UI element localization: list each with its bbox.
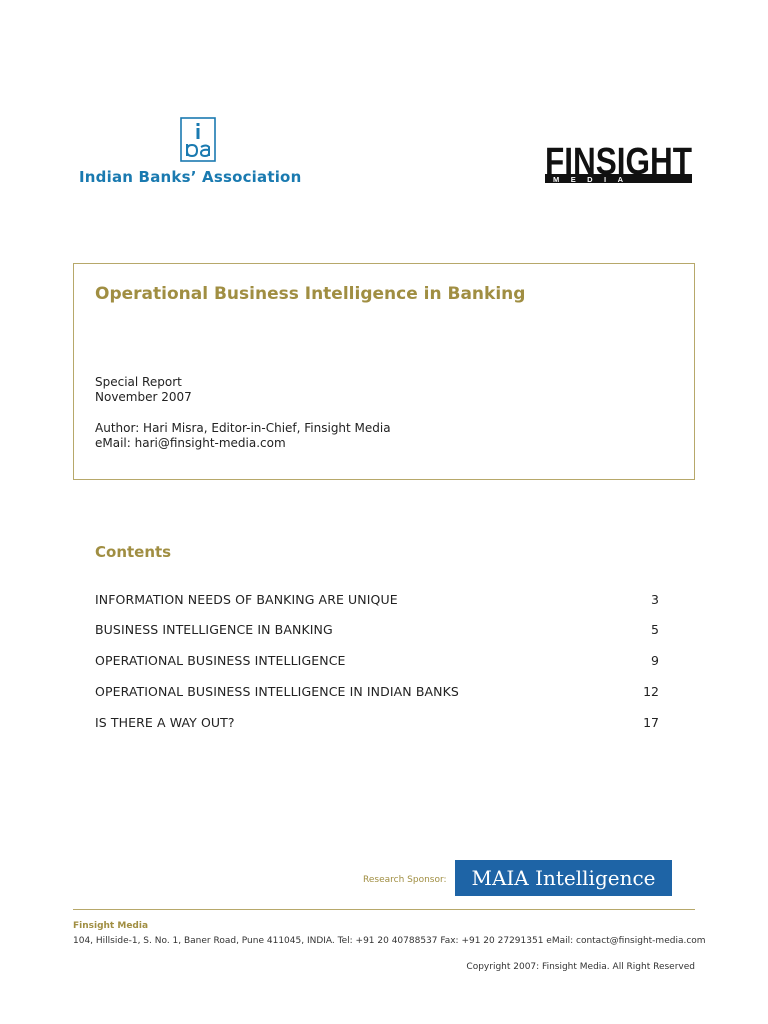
svg-text:MEDIA: MEDIA: [553, 175, 623, 183]
report-title: Operational Business Intelligence in Banking: [95, 284, 526, 304]
iba-name: Indian Banks’ Association: [79, 168, 302, 186]
report-email: eMail: hari@finsight-media.com: [95, 436, 286, 450]
footer-address: 104, Hillside-1, S. No. 1, Baner Road, Pune 411045, INDIA. Tel: +91 20 40788537 Fax: +91 20 27291351 eMail: contact@finsight-media.com: [73, 936, 706, 946]
footer-divider: [73, 909, 695, 910]
toc-item-title: IS THERE A WAY OUT?: [95, 715, 235, 730]
toc-item-page: 17: [643, 715, 659, 730]
toc-item[interactable]: [95, 684, 659, 702]
report-author: Author: Hari Misra, Editor-in-Chief, Finsight Media: [95, 421, 391, 435]
toc-item[interactable]: [95, 715, 659, 733]
toc-item[interactable]: [95, 653, 659, 671]
svg-text:FINSIGHT: FINSIGHT: [545, 141, 692, 183]
footer-copyright: Copyright 2007: Finsight Media. All Right Reserved: [466, 962, 695, 972]
toc-item[interactable]: [95, 622, 659, 640]
toc-item-page: 9: [651, 653, 659, 668]
finsight-logo: [545, 140, 692, 183]
toc-item[interactable]: [95, 592, 659, 610]
iba-logo: [180, 117, 216, 162]
toc-item-title: INFORMATION NEEDS OF BANKING ARE UNIQUE: [95, 592, 398, 607]
report-type: Special Report: [95, 375, 182, 389]
toc-item-page: 12: [643, 684, 659, 699]
sponsor-label: Research Sponsor:: [363, 875, 447, 885]
sponsor-logo: MAIA Intelligence: [455, 860, 672, 896]
report-date: November 2007: [95, 390, 192, 404]
toc-item-title: OPERATIONAL BUSINESS INTELLIGENCE: [95, 653, 346, 668]
toc-item-title: BUSINESS INTELLIGENCE IN BANKING: [95, 622, 333, 637]
toc-item-page: 3: [651, 592, 659, 607]
toc-item-page: 5: [651, 622, 659, 637]
toc-item-title: OPERATIONAL BUSINESS INTELLIGENCE IN INDIAN BANKS: [95, 684, 459, 699]
contents-heading: Contents: [95, 543, 172, 561]
footer-company: Finsight Media: [73, 921, 149, 931]
